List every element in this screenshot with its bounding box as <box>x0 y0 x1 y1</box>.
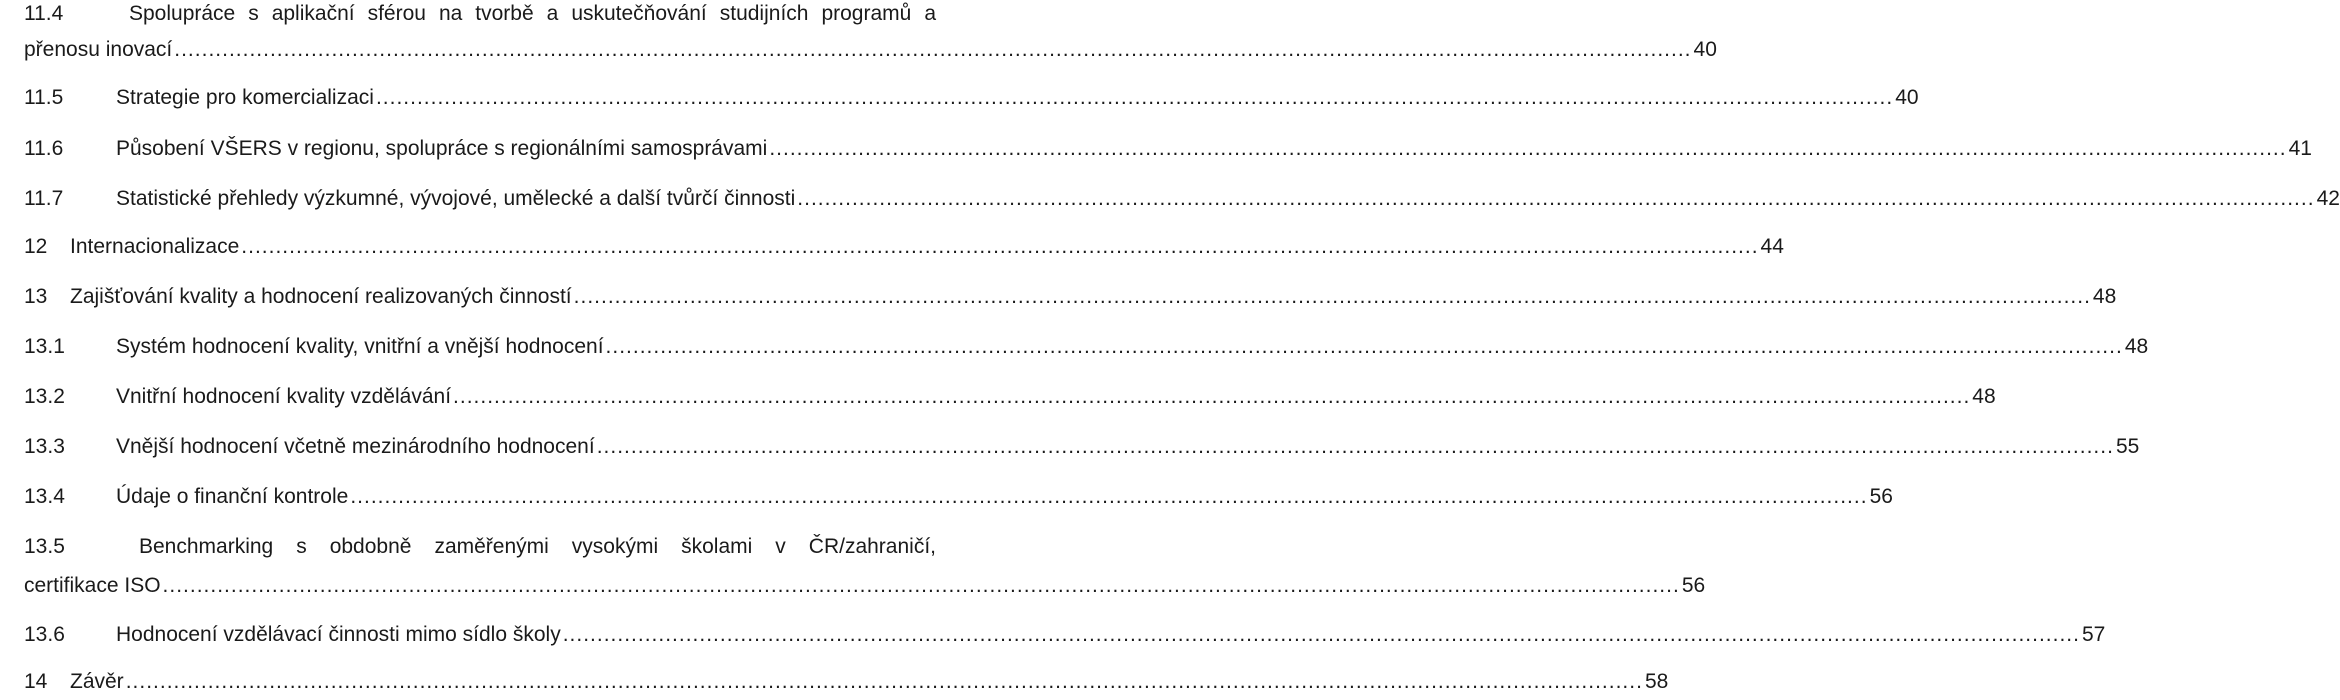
toc-entry-number: 11.5 <box>24 86 64 109</box>
toc-entry-number: 11.4 <box>24 2 64 25</box>
toc-entry-title: Údaje o finanční kontrole <box>116 485 349 508</box>
toc-entry-number: 13 <box>24 285 48 308</box>
toc-entry-title: Působení VŠERS v regionu, spolupráce s regionálními samosprávami <box>116 137 768 160</box>
toc-entry-page: 48 <box>1972 385 1996 408</box>
toc-leader-dots <box>126 664 1643 700</box>
toc-entry-11-4-line2[interactable] <box>24 32 1717 68</box>
toc-entry-number: 12 <box>24 235 48 258</box>
toc-entry-page: 41 <box>2288 137 2312 160</box>
toc-entry-page: 58 <box>1644 670 1669 693</box>
toc-leader-dots <box>453 379 1970 415</box>
toc-leader-dots <box>769 131 2286 167</box>
toc-entry-number: 11.6 <box>24 137 64 160</box>
toc-entry-13-3[interactable] <box>24 429 2140 465</box>
toc-word: programů <box>821 2 912 25</box>
toc-entry-11-6[interactable] <box>24 131 2312 167</box>
toc-leader-dots <box>574 279 2091 315</box>
toc-entry-page: 48 <box>2092 285 2117 308</box>
toc-entry-13-1[interactable] <box>24 329 2149 365</box>
toc-word: studijních <box>719 2 809 25</box>
toc-entry-11-5[interactable] <box>24 80 1919 116</box>
toc-entry-13-5-line1[interactable] <box>24 529 936 565</box>
toc-entry-page: 57 <box>2081 623 2106 646</box>
toc-entry-11-4-line1[interactable] <box>24 0 936 32</box>
toc-entry-title: Zajišťování kvality a hodnocení realizovaných činností <box>70 285 572 308</box>
toc-entry-11-7[interactable] <box>24 181 2340 217</box>
toc-entry-page: 40 <box>1895 86 1919 109</box>
toc-entry-title: Internacionalizace <box>70 235 240 258</box>
toc-entry-title: Strategie pro komercializaci <box>116 86 374 109</box>
toc-leader-dots <box>797 181 2314 217</box>
toc-word: s <box>248 2 259 25</box>
toc-entry-13-6[interactable] <box>24 617 2106 653</box>
toc-word: na <box>438 2 463 25</box>
toc-entry-number: 13.6 <box>24 623 65 646</box>
toc-entry-number: 13.1 <box>24 335 65 358</box>
toc-entry-title: certifikace ISO <box>24 574 161 597</box>
toc-word: obdobně <box>329 535 412 558</box>
toc-word: v <box>775 535 786 558</box>
toc-word: školami <box>681 535 753 558</box>
toc-entry-number: 13.5 <box>24 535 65 558</box>
toc-leader-dots <box>376 80 1893 116</box>
toc-entry-title: Závěr <box>70 670 124 693</box>
toc-entry-number: 13.3 <box>24 435 65 458</box>
toc-entry-13-2[interactable] <box>24 379 1996 415</box>
toc-leader-dots <box>597 429 2114 465</box>
toc-word: aplikační <box>271 2 355 25</box>
toc-entry-title: Vnější hodnocení včetně mezinárodního hodnocení <box>116 435 595 458</box>
toc-entry-title: Vnitřní hodnocení kvality vzdělávání <box>116 385 452 408</box>
toc-entry-page: 42 <box>2316 187 2340 210</box>
toc-entry-number: 11.7 <box>24 187 64 210</box>
toc-entry-page: 40 <box>1693 38 1717 61</box>
toc-word: uskutečňování <box>571 2 707 25</box>
toc-entry-number: 14 <box>24 670 48 693</box>
toc-entry-13[interactable] <box>24 279 2117 315</box>
toc-leader-dots <box>563 617 2080 653</box>
toc-leader-dots <box>241 229 1758 265</box>
toc-entry-page: 48 <box>2124 335 2149 358</box>
toc-word: a <box>924 2 936 25</box>
toc-entry-title: Hodnocení vzdělávací činnosti mimo sídlo školy <box>116 623 561 646</box>
toc-word: vysokými <box>571 535 659 558</box>
toc-entry-title: Systém hodnocení kvality, vnitřní a vnější hodnocení <box>116 335 604 358</box>
toc-leader-dots <box>350 479 1867 515</box>
toc-entry-number: 13.2 <box>24 385 65 408</box>
toc-word: Spolupráce <box>128 2 236 25</box>
toc-word: tvorbě <box>475 2 534 25</box>
toc-entry-title: přenosu inovací <box>24 38 173 61</box>
toc-word: Benchmarking <box>138 535 274 558</box>
toc-word: sférou <box>367 2 426 25</box>
toc-leader-dots <box>163 568 1680 604</box>
toc-entry-13-5-line2[interactable] <box>24 568 1706 604</box>
toc-word: zaměřenými <box>434 535 549 558</box>
toc-entry-12[interactable] <box>24 229 1784 265</box>
toc-entry-page: 56 <box>1869 485 1893 508</box>
toc-word: s <box>296 535 307 558</box>
toc-entry-14[interactable] <box>24 664 1669 700</box>
toc-leader-dots <box>606 329 2123 365</box>
toc-word: ČR/zahraničí, <box>808 535 936 558</box>
toc-entry-page: 56 <box>1681 574 1706 597</box>
toc-entry-13-4[interactable] <box>24 479 1893 515</box>
toc-word: a <box>546 2 559 25</box>
toc-entry-title: Statistické přehledy výzkumné, vývojové, umělecké a další tvůrčí činnosti <box>116 187 796 210</box>
toc-entry-number: 13.4 <box>24 485 65 508</box>
toc-entry-page: 55 <box>2115 435 2140 458</box>
toc-entry-page: 44 <box>1760 235 1784 258</box>
toc-leader-dots <box>174 32 1691 68</box>
